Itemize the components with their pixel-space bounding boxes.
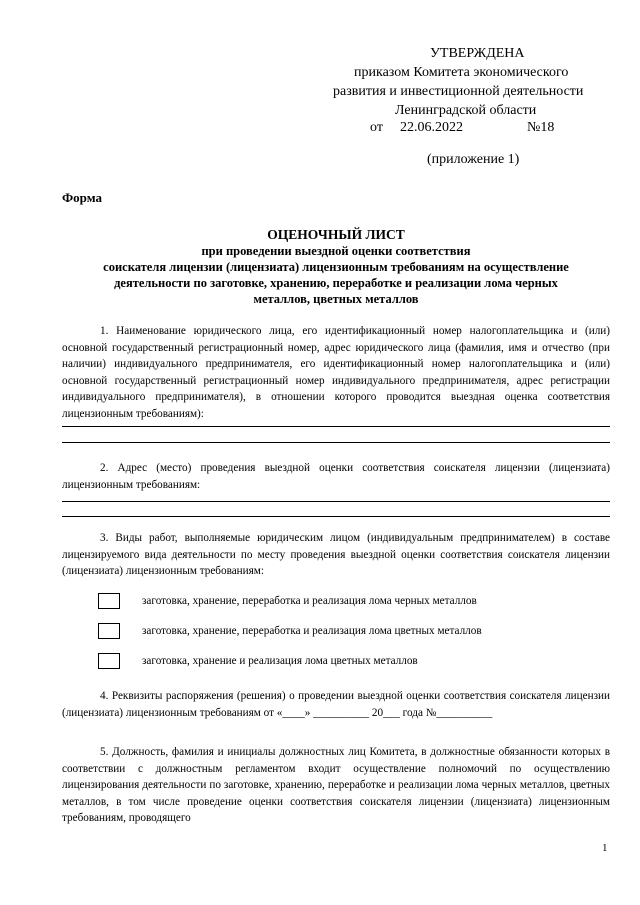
section-4-text: 4. Реквизиты распоряжения (решения) о проведении выездной оценки соответствия соискателя лицензии (лицензиата) лицензионным требованиям от «____» __________ 20___ года №__________: [62, 690, 610, 719]
approval-status: УТВЕРЖДЕНА: [430, 46, 525, 61]
checkbox-label: заготовка, хранение, переработка и реализация лома цветных металлов: [142, 625, 482, 637]
section-5-text: 5. Должность, фамилия и инициалы должностных лиц Комитета, в должностные обязанности которых в соответствии с должностным регламентом входит осуществление полномочий по осуществлению лицензирования деятельности по заготовке, хранению, переработке и реализации лома черных металлов, цветных металлов, в том числе проведение оценки соответствия соискателя лицензии (лицензиата) лицензионным требованиям, проводящего: [62, 746, 610, 824]
document-title: [56, 226, 616, 307]
title-line-5: металлов, цветных металлов: [253, 292, 419, 306]
fill-line: [62, 516, 610, 517]
fill-line: [62, 426, 610, 427]
title-line-2: при проведении выездной оценки соответствия: [201, 244, 471, 258]
checkbox-ferrous-processing[interactable]: [98, 593, 120, 609]
approval-committee-line: развития и инвестиционной деятельности: [333, 84, 584, 99]
approval-date: 22.06.2022: [400, 120, 463, 135]
section-1-text: 1. Наименование юридического лица, его идентификационный номер налогоплательщика и (или) основной государственный регистрационный номер, адрес юридического лица (фамилия, имя и отчество (при наличии) индивидуального предпринимателя, его идентификационный номер налогоплательщика и (или) основной государственный регистрационный номер индивидуального предпринимателя, адрес регистрации индивидуального предпринимателя), в отношении которого проводится выездная оценка соответствия лицензионным требованиям):: [62, 325, 610, 420]
checkbox-label: заготовка, хранение, переработка и реализация лома черных металлов: [142, 595, 477, 607]
title-line-3: соискателя лицензии (лицензиата) лицензионным требованиям на осуществление: [103, 260, 569, 274]
approval-date-prefix: от: [370, 120, 383, 135]
approval-order-line: приказом Комитета экономического: [354, 65, 569, 80]
title-main: ОЦЕНОЧНЫЙ ЛИСТ: [267, 227, 405, 242]
approval-number: №18: [527, 120, 555, 135]
fill-line: [62, 501, 610, 502]
checkbox-label: заготовка, хранение и реализация лома цветных металлов: [142, 655, 418, 667]
title-line-4: деятельности по заготовке, хранению, переработке и реализации лома черных: [114, 276, 558, 290]
appendix-label: (приложение 1): [427, 152, 520, 167]
fill-line: [62, 442, 610, 443]
checkbox-nonferrous-storage[interactable]: [98, 653, 120, 669]
section-3-text: 3. Виды работ, выполняемые юридическим лицом (индивидуальным предпринимателем) в составе лицензируемого вида деятельности по месту проведения выездной оценки соответствия соискателя лицензии (лицензиата) лицензионным требованиям:: [62, 532, 610, 577]
form-label: Форма: [62, 190, 102, 205]
page-number: 1: [602, 842, 608, 854]
checkbox-nonferrous-processing[interactable]: [98, 623, 120, 639]
approval-region-line: Ленинградской области: [395, 103, 537, 118]
section-2-text: 2. Адрес (место) проведения выездной оценки соответствия соискателя лицензии (лицензиата) лицензионным требованиям:: [62, 462, 610, 491]
